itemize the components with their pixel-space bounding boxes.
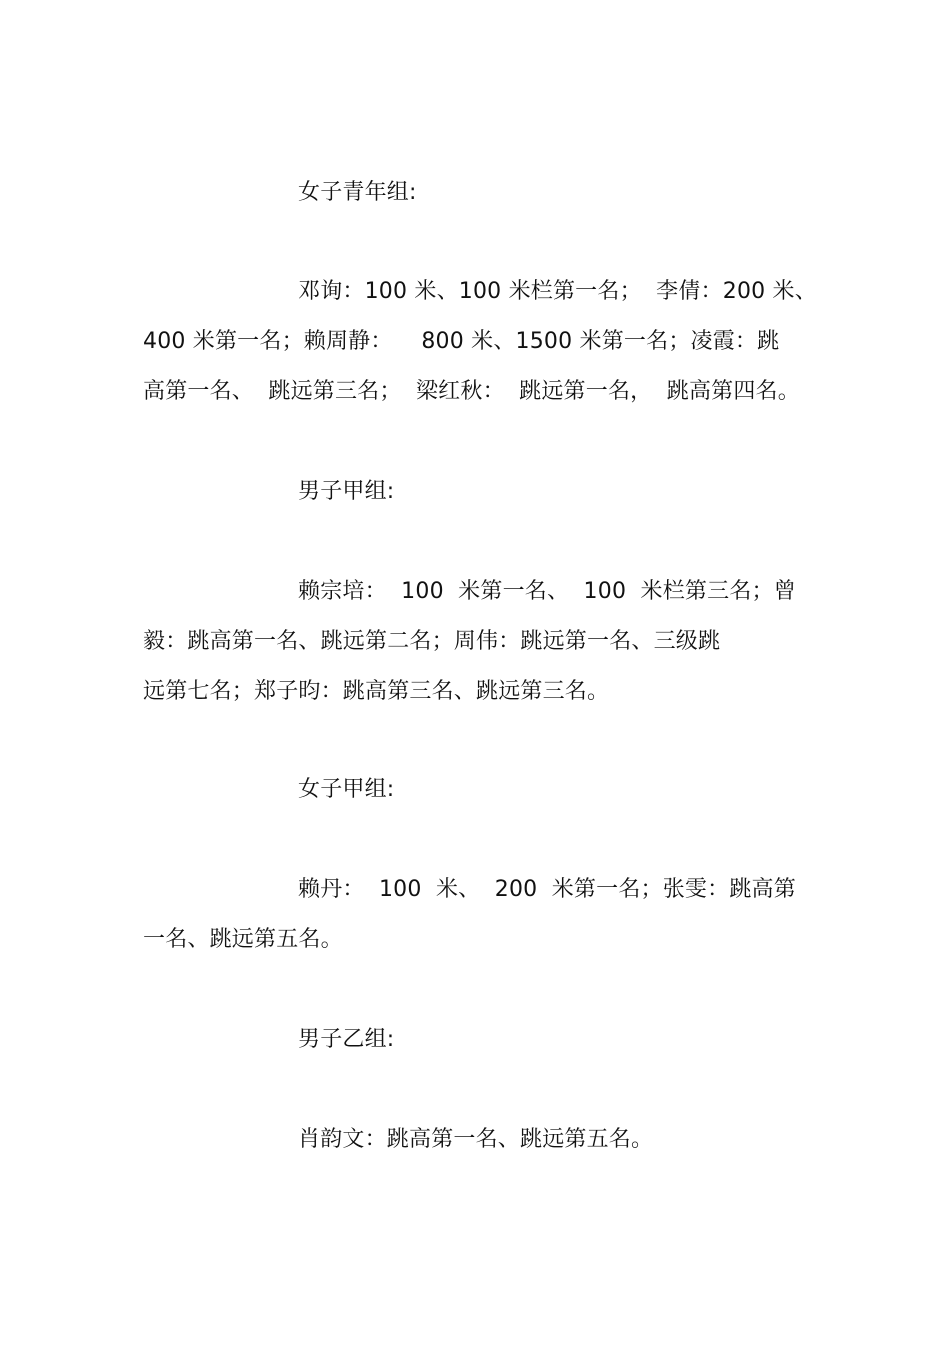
paragraph-line: 肖韵文：跳高第一名、跳远第五名。: [298, 1127, 654, 1152]
paragraph-line: 毅：跳高第一名、跳远第二名；周伟：跳远第一名、三级跳: [143, 629, 721, 654]
section-heading-women-a: 女子甲组:: [298, 777, 395, 802]
paragraph-line: 赖丹： 100 米、 200 米第一名；张雯：跳高第: [298, 877, 796, 902]
paragraph-line: 高第一名、 跳远第三名； 梁红秋： 跳远第一名， 跳高第四名。: [143, 379, 800, 404]
paragraph-line: 赖宗培： 100 米第一名、 100 米栏第三名；曾: [298, 579, 796, 604]
section-heading-men-b: 男子乙组:: [298, 1027, 395, 1052]
paragraph-line: 400 米第一名；赖周静： 800 米、1500 米第一名；凌霞：跳: [143, 329, 780, 354]
paragraph-line: 远第七名；郑子昀：跳高第三名、跳远第三名。: [143, 679, 610, 704]
paragraph-line: 一名、跳远第五名。: [143, 927, 343, 952]
paragraph-line: 邓询：100 米、100 米栏第一名； 李倩：200 米、: [298, 279, 817, 304]
section-heading-women-youth: 女子青年组:: [298, 180, 417, 205]
section-heading-men-a: 男子甲组:: [298, 479, 395, 504]
